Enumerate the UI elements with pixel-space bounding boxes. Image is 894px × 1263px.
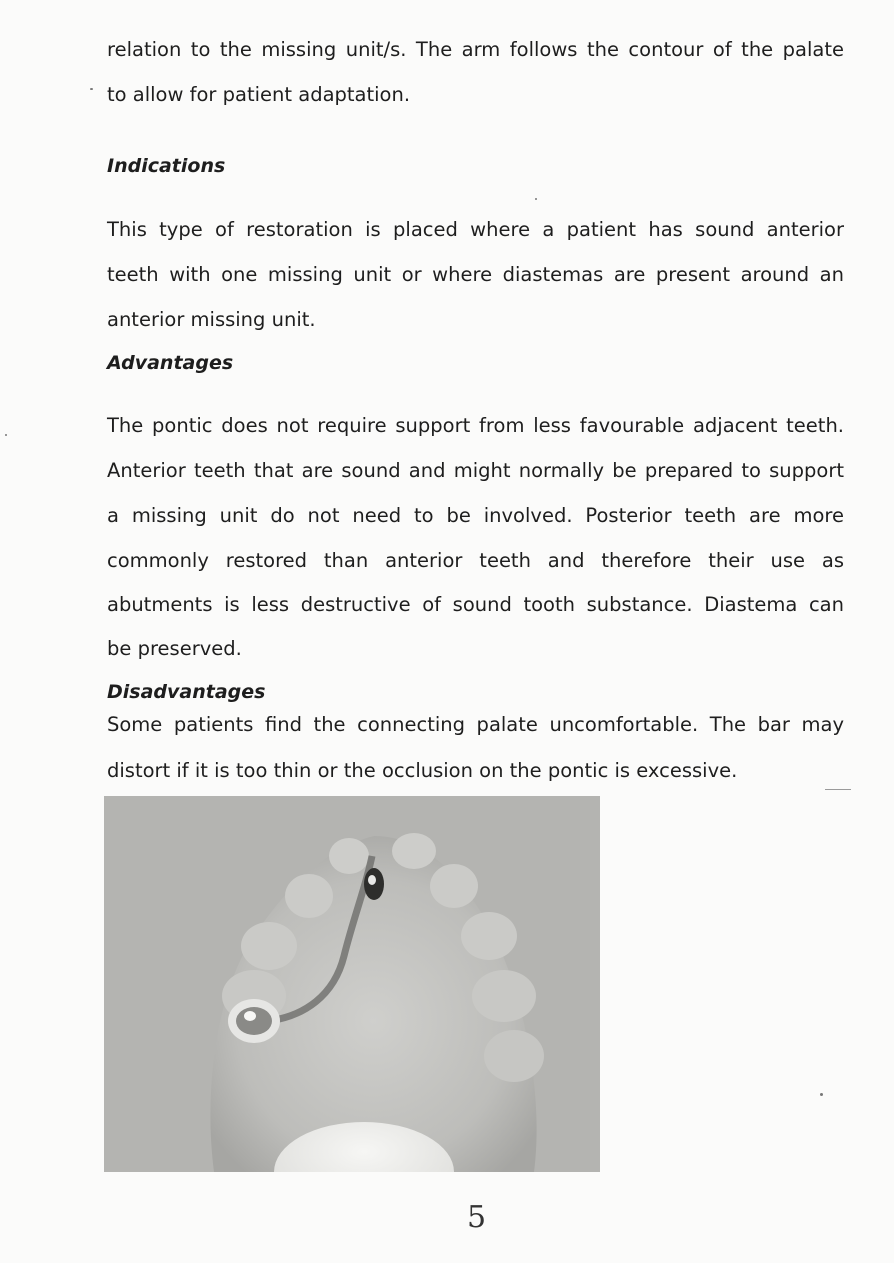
paragraph-line: This type of restoration is placed where a patient has sound anterior — [107, 218, 844, 241]
page-number: 5 — [467, 1200, 487, 1235]
margin-rule — [825, 789, 851, 790]
paragraph-line: to allow for patient adaptation. — [107, 83, 411, 106]
dental-cast-photo — [104, 796, 600, 1172]
paragraph-line: anterior missing unit. — [107, 308, 316, 331]
paragraph-line: abutments is less destructive of sound tooth substance. Diastema can — [107, 593, 844, 616]
paragraph-line: be preserved. — [107, 637, 242, 660]
advantages-heading: Advantages — [107, 352, 234, 374]
disadvantages-heading: Disadvantages — [107, 681, 266, 703]
paragraph-line: commonly restored than anterior teeth and therefore their use as — [107, 549, 844, 572]
paragraph-line: distort if it is too thin or the occlusion on the pontic is excessive. — [107, 759, 738, 782]
paragraph-line: Some patients find the connecting palate uncomfortable. The bar may — [107, 713, 844, 736]
scan-speck — [90, 88, 93, 90]
paragraph-line: teeth with one missing unit or where diastemas are present around an — [107, 263, 844, 286]
scan-speck — [535, 198, 537, 200]
scan-speck — [820, 1093, 823, 1096]
scan-speck — [5, 434, 7, 436]
paragraph-line: The pontic does not require support from less favourable adjacent teeth. — [107, 414, 844, 437]
indications-heading: Indications — [107, 155, 226, 177]
paragraph-line: a missing unit do not need to be involved. Posterior teeth are more — [107, 504, 844, 527]
paragraph-line: Anterior teeth that are sound and might normally be prepared to support — [107, 459, 844, 482]
paragraph-line: relation to the missing unit/s. The arm follows the contour of the palate — [107, 38, 844, 61]
